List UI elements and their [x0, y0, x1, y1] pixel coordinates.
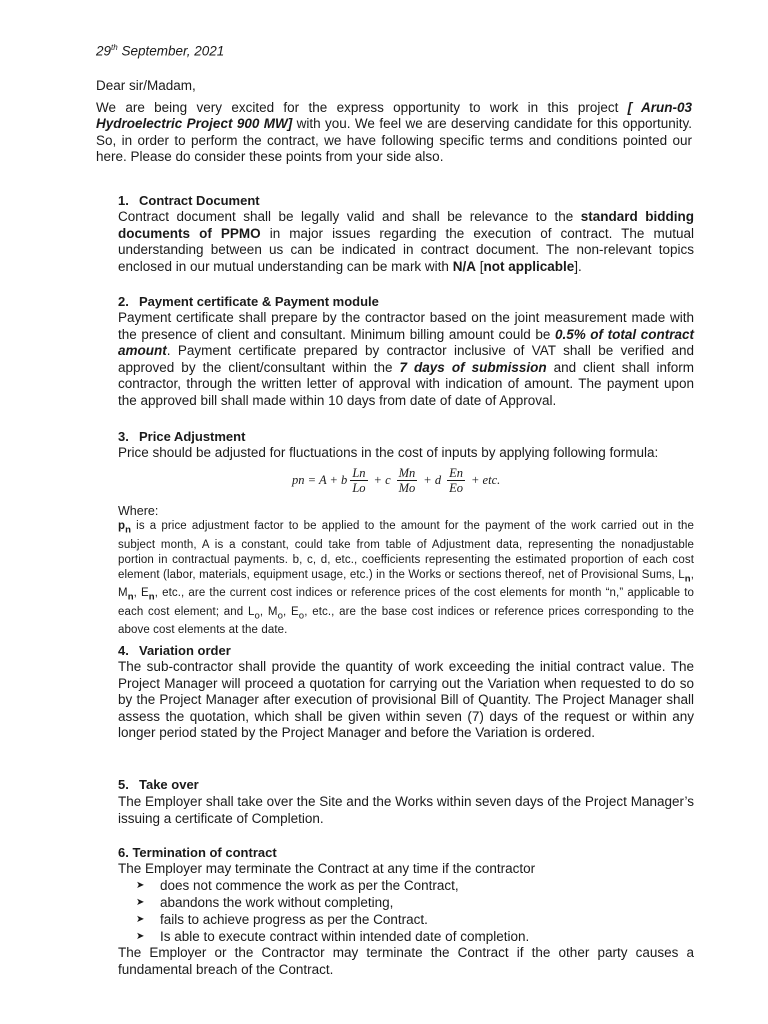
section-1-bold-1: standard bidding documents of PPMO [118, 209, 695, 241]
list-item [136, 894, 529, 911]
date-day: 29 [96, 43, 112, 59]
project-name: [ Arun-03 Hydroelectric Project 900 MW] [96, 100, 692, 132]
symbol-sub: n [148, 591, 155, 603]
symbol-sub: n [684, 573, 691, 585]
section-3-heading [118, 429, 245, 444]
formula-fraction-equipment [447, 466, 465, 495]
formula-tail: + etc. [471, 472, 501, 487]
section-6-heading: 6. Termination of contract [118, 845, 277, 860]
date-suffix: th [111, 43, 118, 52]
definitions-text-2: , etc., are the current cost indices or reference prices of the cost elements for month “n,” applicable to each cost element; and [118, 587, 694, 618]
section-1-bold-3: not applicable [483, 258, 575, 274]
separator: , [690, 568, 694, 581]
date-rest: September, 2021 [117, 43, 225, 59]
section-2-title: Payment certificate & Payment module [139, 294, 379, 309]
formula-fraction-labor [350, 466, 367, 495]
letter-date [96, 43, 224, 59]
formula-lhs: pn = A + b [292, 472, 348, 487]
section-1-body [118, 209, 694, 275]
arrow-bullet-icon: ➤ [136, 880, 145, 891]
section-2-heading [118, 294, 379, 309]
formula-denominator: Lo [352, 480, 366, 495]
formula-numerator: Mn [398, 465, 416, 480]
section-5-number: 5. [118, 777, 129, 792]
section-6-intro: The Employer may terminate the Contract at any time if the contractor [118, 861, 536, 876]
section-5-title: Take over [139, 777, 199, 792]
e-n-symbol [141, 587, 155, 603]
definitions-text-3: , etc., are the base cost indices or reference prices corresponding to the above cost elements at the date. [118, 605, 694, 637]
section-1-text-1: Contract document shall be legally valid and shall be relevance to the [118, 209, 581, 224]
symbol-base: M [118, 587, 128, 600]
m-n-symbol [118, 587, 134, 603]
formula-numerator: Ln [352, 465, 366, 480]
section-1-bold-2: N/A [452, 258, 476, 274]
symbol-base: E [291, 605, 299, 618]
formula-term-c: + c [373, 472, 391, 487]
greeting: Dear sir/Madam, [96, 78, 196, 93]
section-4-number: 4. [118, 643, 129, 658]
section-4-title: Variation order [139, 643, 231, 658]
arrow-bullet-icon: ➤ [136, 914, 145, 925]
list-item [136, 911, 529, 928]
formula-term-d: + d [423, 472, 442, 487]
section-2-body [118, 310, 694, 409]
l-n-symbol [678, 568, 691, 585]
symbol-base: L [678, 568, 685, 581]
section-4-body: The sub-contractor shall provide the quantity of work exceeding the initial contract value. The Project Manager will proceed a quotation for carrying out the Variation when requested to do so by the Project Manager after execution of provisional Bill of Quantity. The Project Manager shall assess the quotation, which shall be given within seven (7) days of the request or within any longer period stated by the Project Manager and before the Variation is ordered. [118, 659, 694, 740]
symbol-base: L [247, 605, 255, 618]
separator: , [259, 605, 268, 618]
section-4-heading [118, 643, 231, 658]
list-item-text: fails to achieve progress as per the Contract. [160, 912, 428, 927]
section-5-body: The Employer shall take over the Site and the Works within seven days of the Project Manager’s issuing a certificate of Completion. [118, 794, 694, 826]
section-5-heading [118, 777, 199, 792]
separator: , [283, 605, 292, 618]
section-1-text-3: [ [475, 258, 484, 274]
m-o-symbol [267, 605, 284, 622]
symbol-base: E [141, 587, 149, 600]
formula-fraction-materials [397, 466, 418, 495]
section-2-emph-2: 7 days of submission [399, 359, 547, 375]
formula-denominator: Eo [449, 480, 463, 495]
section-1-text-2: in major issues regarding the execution of contract. The mutual understanding between us can be indicated in contract document. The non-relevant topics enclosed in our mutual understanding can be mark with [118, 225, 694, 274]
section-3-title: Price Adjustment [139, 429, 246, 444]
section-2-text-1: Payment certificate shall prepare by the contractor based on the joint measurement made with the presence of client and consultant. Minimum billing amount could be [118, 310, 694, 342]
list-item-text: does not commence the work as per the Contract, [160, 878, 459, 893]
intro-text-1: We are being very excited for the express opportunity to work in this project [96, 100, 628, 115]
section-2-emph-1: 0.5% of total contract amount [118, 326, 694, 358]
list-item-text: abandons the work without completing, [160, 895, 394, 910]
section-1-heading [118, 193, 260, 208]
where-label: Where: [118, 504, 159, 518]
e-o-symbol [291, 605, 305, 622]
separator: , [133, 587, 142, 600]
price-adjustment-formula [292, 462, 503, 498]
section-3-number: 3. [118, 429, 129, 444]
arrow-bullet-icon: ➤ [136, 931, 145, 942]
intro-paragraph [96, 100, 692, 165]
symbol-base: p [118, 520, 126, 532]
section-3-intro: Price should be adjusted for fluctuations in the cost of inputs by applying following formula: [118, 445, 659, 460]
formula-numerator: En [449, 465, 463, 480]
l-o-symbol [247, 605, 260, 622]
list-item [136, 877, 529, 894]
list-item-text: Is able to execute contract within intended date of completion. [160, 929, 530, 944]
termination-conditions-list [136, 877, 529, 945]
symbol-sub: o [298, 610, 305, 622]
p-n-symbol [118, 520, 132, 536]
list-item [136, 928, 529, 945]
definitions-text-1: is a price adjustment factor to be applied to the amount for the payment of the work carried out in the subject month, A is a constant, could take from table of Adjustment data, representing the nonadjustable portion in contractual payments. b, c, d, etc., coefficients representing the estimated proportion of each cost element (labor, materials, equipment usage, etc.) in the Works or sections thereof, net of Provisional Sums, [118, 520, 694, 581]
arrow-bullet-icon: ➤ [136, 897, 145, 908]
formula-denominator: Mo [398, 480, 416, 495]
symbol-sub: n [127, 591, 134, 603]
section-1-title: Contract Document [139, 193, 260, 208]
symbol-base: M [267, 605, 278, 618]
section-2-text-3: and client shall inform contractor, through the written letter of approval with indication of amount. The payment upon the approved bill shall made within 10 days from date of date of Approval. [118, 359, 694, 408]
section-1-number: 1. [118, 193, 129, 208]
intro-text-2: with you. We feel we are deserving candidate for this opportunity. So, in order to perform the contract, we have following specific terms and conditions pointed our here. Please do consider these points from your side also. [96, 116, 692, 164]
section-1-text-4: ]. [574, 258, 582, 274]
symbol-sub: o [254, 610, 260, 622]
section-2-text-2: . Payment certificate prepared by contractor inclusive of VAT shall be verified and approved by the client/consultant within the [118, 343, 694, 375]
section-6-outro: The Employer or the Contractor may terminate the Contract if the other party causes a fundamental breach of the Contract. [118, 945, 694, 977]
symbol-sub: n [125, 524, 132, 536]
symbol-sub: o [277, 610, 284, 622]
section-2-number: 2. [118, 294, 129, 309]
formula-definitions [118, 519, 694, 639]
